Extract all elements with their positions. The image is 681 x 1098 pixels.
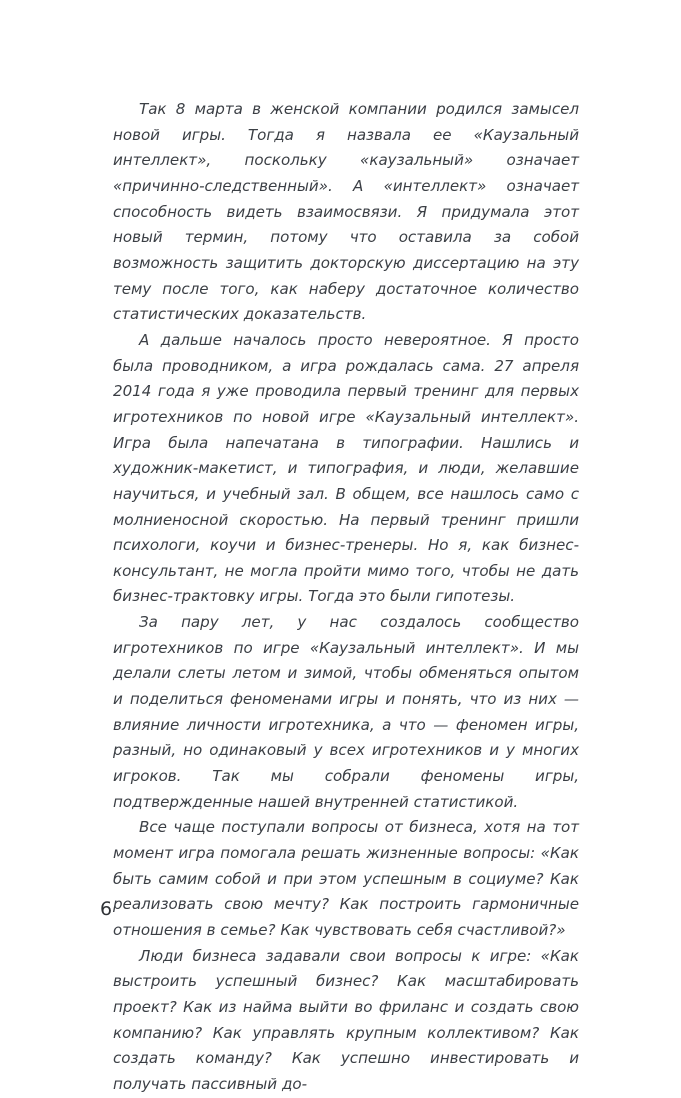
paragraph-5: Люди бизнеса задавали свои вопросы к игре: «Как выстроить успешный бизнес? Как масштабировать проект? Как из найма выйти во фриланс и создать свою компанию? Как управлять крупным коллективом? Как создать команду? Как успешно инвестировать и получать пассивный до- <box>113 946 579 1093</box>
body-text-column <box>113 97 579 1098</box>
paragraph-4: Все чаще поступали вопросы от бизнеса, хотя на тот момент игра помогала решать жизненные вопросы: «Как быть самим собой и при этом успешным в социуме? Как реализовать свою мечту? Как построить гармоничные отношения в семье? Как чувствовать себя счастливой?» <box>113 818 579 939</box>
paragraph-1: Так 8 марта в женской компании родился замысел новой игры. Тогда я назвала ее «Каузальный интеллект», поскольку «каузальный» означает «причинно-следственный». А «интеллект» означает способность видеть взаимосвязи. Я придумала этот новый термин, потому что оставила за собой возможность защитить докторскую диссертацию на эту тему после того, как наберу достаточное количество статистических доказательств. <box>113 100 579 324</box>
paragraph-3: За пару лет, у нас создалось сообщество игротехников по игре «Каузальный интеллект». И мы делали слеты летом и зимой, чтобы обменяться опытом и поделиться феноменами игры и понять, что из них — влияние личности игротехника, а что — феномен игры, разный, но одинаковый у всех игротехников и у многих игроков. Так мы собрали феномены игры, подтвержденные нашей внутренней статистикой. <box>113 613 579 811</box>
page-number: 6 <box>100 898 113 920</box>
paragraph-2: А дальше началось просто невероятное. Я просто была проводником, а игра рождалась сама. 27 апреля 2014 года я уже проводила первый тренинг для первых игротехников по новой игре «Каузальный интеллект». Игра была напечатана в типографии. Нашлись и художник-макетист, и типография, и люди, желавшие научиться, и учебный зал. В общем, все нашлось само с молниеносной скоростью. На первый тренинг пришли психологи, коучи и бизнес-тренеры. Но я, как бизнес-консультант, не могла пройти мимо того, чтобы не дать бизнес-трактовку игры. Тогда это были гипотезы. <box>113 330 579 606</box>
